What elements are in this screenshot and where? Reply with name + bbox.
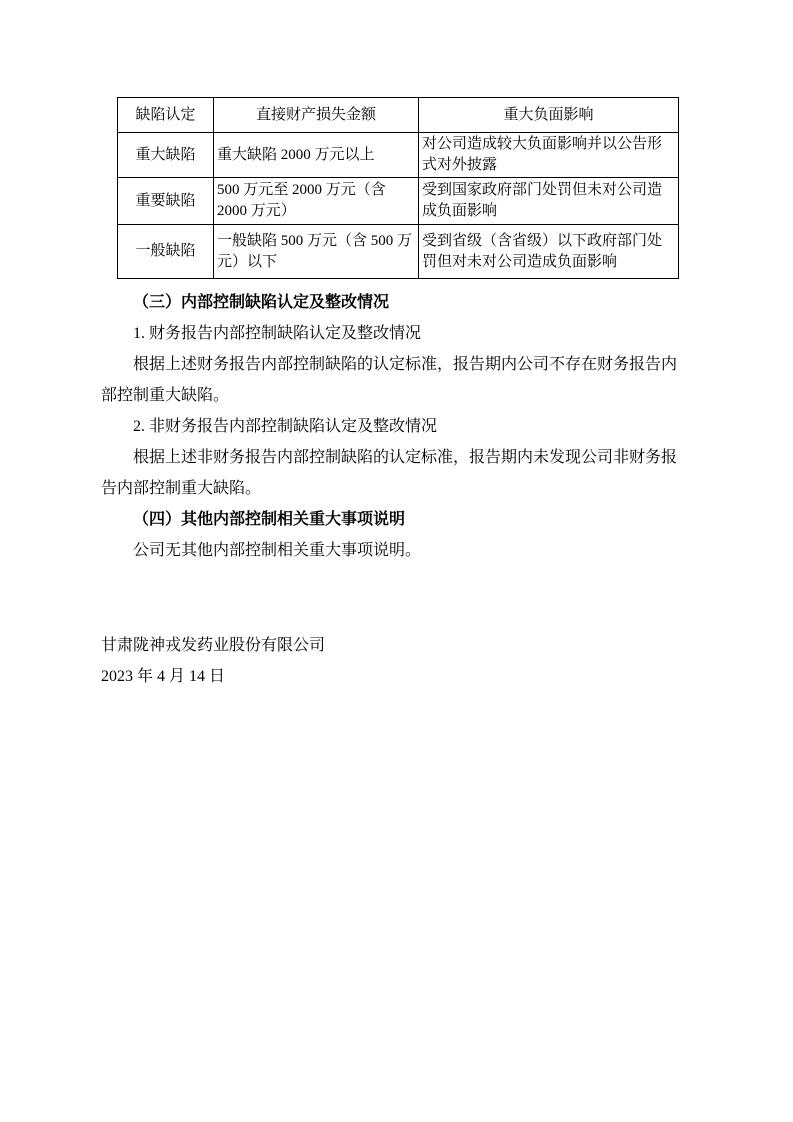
cell-loss: 重大缺陷 2000 万元以上 xyxy=(214,133,419,178)
table-header-negative-impact: 重大负面影响 xyxy=(419,98,679,133)
table-header-defect-type: 缺陷认定 xyxy=(118,98,214,133)
cell-category: 重要缺陷 xyxy=(118,178,214,225)
section-heading-other-matters: （四）其他内部控制相关重大事项说明 xyxy=(133,511,406,528)
table-row-major-defect xyxy=(118,133,679,178)
cell-category: 一般缺陷 xyxy=(118,225,214,279)
paragraph-nonfinancial-report-defects: 根据上述非财务报告内部控制缺陷的认定标准，报告期内未发现公司非财务报告内部控制重大缺陷。 xyxy=(101,449,678,497)
table-row-important-defect xyxy=(118,178,679,225)
paragraph-financial-report-defects: 根据上述财务报告内部控制缺陷的认定标准，报告期内公司不存在财务报告内部控制重大缺陷。 xyxy=(101,356,678,404)
cell-impact: 受到省级（含省级）以下政府部门处罚但对未对公司造成负面影响 xyxy=(419,225,679,279)
paragraph-other-matters: 公司无其他内部控制相关重大事项说明。 xyxy=(133,542,422,559)
table-header-row xyxy=(118,98,679,133)
signature-block xyxy=(101,630,679,692)
cell-category: 重大缺陷 xyxy=(118,133,214,178)
document-content xyxy=(101,97,679,692)
defect-criteria-table xyxy=(117,97,679,279)
signature-date: 2023 年 4 月 14 日 xyxy=(101,668,226,685)
cell-loss: 500 万元至 2000 万元（含 2000 万元） xyxy=(214,178,419,225)
table-header-direct-loss: 直接财产损失金额 xyxy=(214,98,419,133)
cell-loss: 一般缺陷 500 万元（含 500 万元）以下 xyxy=(214,225,419,279)
company-name: 甘肃陇神戎发药业股份有限公司 xyxy=(101,637,326,654)
section-heading-defect-identification: （三）内部控制缺陷认定及整改情况 xyxy=(133,294,390,311)
cell-impact: 对公司造成较大负面影响并以公告形式对外披露 xyxy=(419,133,679,178)
cell-impact: 受到国家政府部门处罚但未对公司造成负面影响 xyxy=(419,178,679,225)
subheading-nonfinancial-report-defects: 2. 非财务报告内部控制缺陷认定及整改情况 xyxy=(133,418,438,435)
table-row-general-defect xyxy=(118,225,679,279)
subheading-financial-report-defects: 1. 财务报告内部控制缺陷认定及整改情况 xyxy=(133,325,422,342)
